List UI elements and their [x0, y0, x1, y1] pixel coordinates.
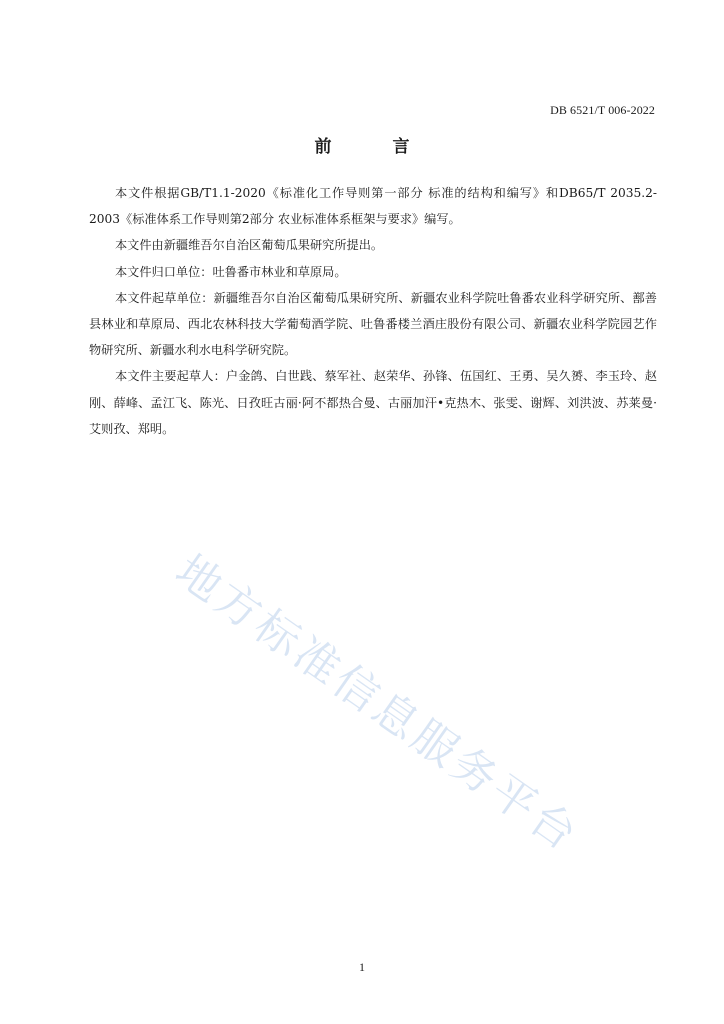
- paragraph-proposer: 本文件由新疆维吾尔自治区葡萄瓜果研究所提出。: [115, 238, 384, 253]
- standard-code: DB 6521/T 006-2022: [550, 103, 655, 117]
- document-body: [89, 180, 657, 442]
- paragraph-drafters: 本文件主要起草人：户金鸽、白世践、蔡军社、赵荣华、孙锋、伍国红、王勇、吴久赟、李玉玲、赵刚、薛峰、孟江飞、陈光、日孜旺古丽·阿不都热合曼、古丽加汗•克热木、张雯、谢辉、刘洪波、苏莱曼·艾则孜、郑明。: [89, 369, 657, 436]
- watermark: 地方标准信息服务平台: [166, 545, 589, 863]
- page-title: 前 言: [314, 137, 432, 157]
- paragraph-basis: 本文件根据GB/T1.1-2020《标准化工作导则第一部分 标准的结构和编写》和DB65/T 2035.2-2003《标准体系工作导则第2部分 农业标准体系框架与要求》编写。: [89, 186, 657, 227]
- paragraph-drafting-units: 本文件起草单位：新疆维吾尔自治区葡萄瓜果研究所、新疆农业科学院吐鲁番农业科学研究所、鄯善县林业和草原局、西北农林科技大学葡萄酒学院、吐鲁番楼兰酒庄股份有限公司、新疆农业科学院园艺作物研究所、新疆水利水电科学研究院。: [89, 290, 657, 358]
- paragraph-responsible-unit: 本文件归口单位：吐鲁番市林业和草原局。: [115, 264, 347, 279]
- page-number: 1: [359, 960, 365, 974]
